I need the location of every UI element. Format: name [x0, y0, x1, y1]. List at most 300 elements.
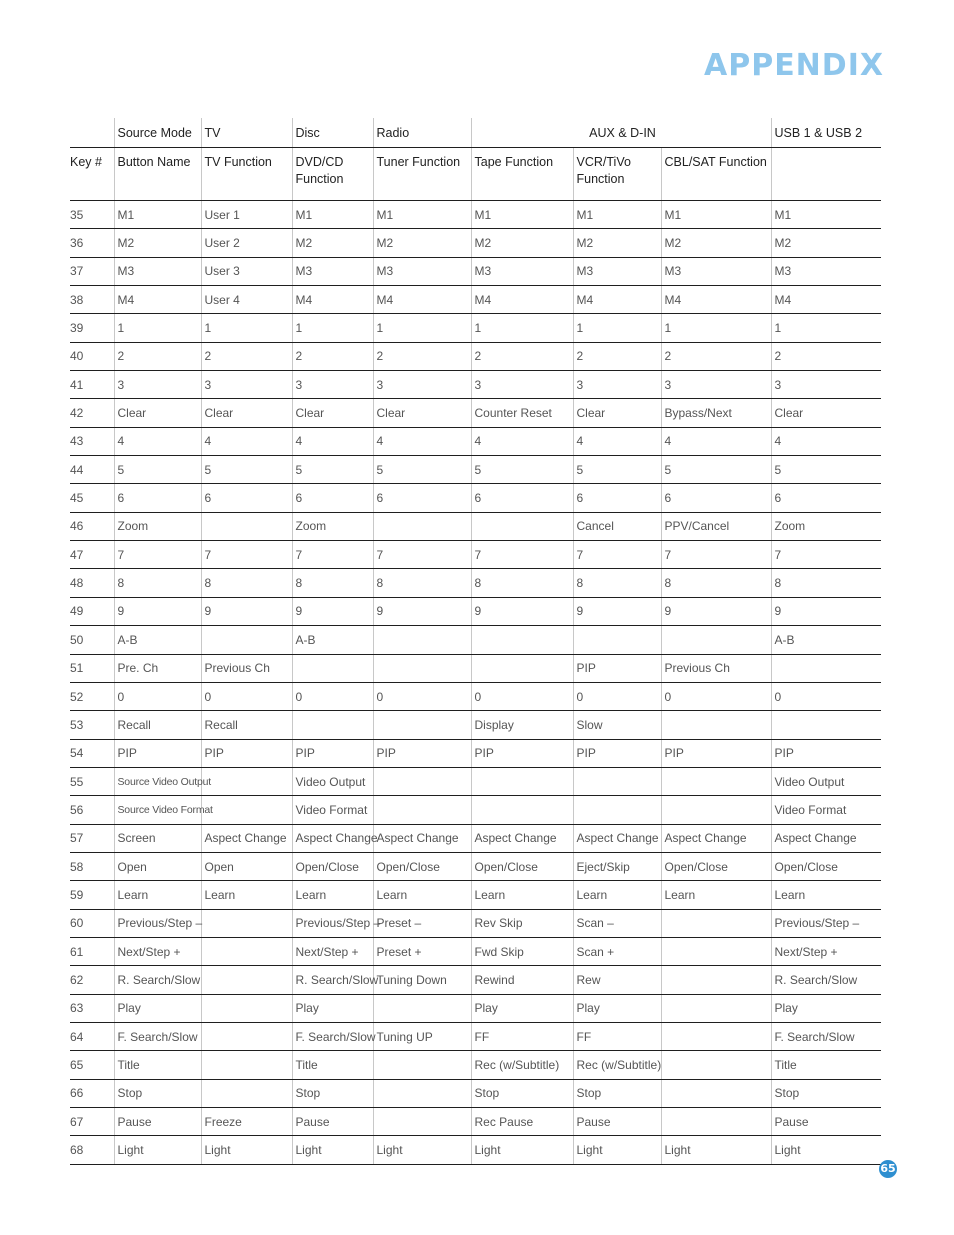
cell-button-name: Source Video Format [114, 796, 201, 824]
table-row [70, 286, 881, 314]
cell-usb: 8 [771, 569, 881, 597]
cell-vcr-tivo: Clear [573, 399, 661, 427]
cell-cbl-sat: M4 [661, 286, 771, 314]
cell-disc: Pause [292, 1108, 373, 1136]
header-radio: Radio [373, 118, 471, 148]
cell-vcr-tivo: 9 [573, 597, 661, 625]
cell-button-name: M2 [114, 229, 201, 257]
cell-radio: 7 [373, 541, 471, 569]
cell-usb: 0 [771, 682, 881, 710]
cell-usb: Clear [771, 399, 881, 427]
cell-vcr-tivo: Cancel [573, 512, 661, 540]
cell-usb: 3 [771, 371, 881, 399]
cell-button-name: Screen [114, 824, 201, 852]
cell-tv: User 3 [201, 257, 292, 285]
cell-vcr-tivo: 8 [573, 569, 661, 597]
cell-disc: 3 [292, 371, 373, 399]
cell-tape: 1 [471, 314, 573, 342]
cell-disc: Video Format [292, 796, 373, 824]
cell-button-name: 4 [114, 427, 201, 455]
cell-tv: 2 [201, 342, 292, 370]
table-row [70, 824, 881, 852]
cell-cbl-sat [661, 767, 771, 795]
cell-usb [771, 711, 881, 739]
cell-key: 46 [70, 512, 114, 540]
cell-tv: Learn [201, 881, 292, 909]
cell-key: 45 [70, 484, 114, 512]
cell-vcr-tivo [573, 626, 661, 654]
cell-tv: User 2 [201, 229, 292, 257]
table-row [70, 1022, 881, 1050]
cell-key: 39 [70, 314, 114, 342]
cell-tape: Rev Skip [471, 909, 573, 937]
cell-disc: Clear [292, 399, 373, 427]
cell-tape: M4 [471, 286, 573, 314]
cell-button-name: Open [114, 852, 201, 880]
cell-tv [201, 966, 292, 994]
cell-cbl-sat: 3 [661, 371, 771, 399]
cell-disc: 6 [292, 484, 373, 512]
cell-tv: PIP [201, 739, 292, 767]
cell-tape: Rec Pause [471, 1108, 573, 1136]
cell-disc: Previous/Step – [292, 909, 373, 937]
cell-vcr-tivo: Eject/Skip [573, 852, 661, 880]
cell-cbl-sat: Previous Ch [661, 654, 771, 682]
cell-button-name: Next/Step + [114, 937, 201, 965]
header-key-number: Key # [70, 148, 114, 201]
cell-usb: Learn [771, 881, 881, 909]
cell-tv: 3 [201, 371, 292, 399]
cell-cbl-sat: 1 [661, 314, 771, 342]
cell-tape: 5 [471, 456, 573, 484]
cell-usb: PIP [771, 739, 881, 767]
cell-cbl-sat: 2 [661, 342, 771, 370]
table-row [70, 1079, 881, 1107]
cell-key: 59 [70, 881, 114, 909]
cell-radio [373, 796, 471, 824]
cell-tape: M2 [471, 229, 573, 257]
cell-disc: Learn [292, 881, 373, 909]
cell-cbl-sat [661, 626, 771, 654]
cell-radio [373, 512, 471, 540]
cell-cbl-sat [661, 796, 771, 824]
cell-tape: Stop [471, 1079, 573, 1107]
cell-usb: 1 [771, 314, 881, 342]
cell-button-name: M1 [114, 201, 201, 229]
cell-usb: Light [771, 1136, 881, 1164]
cell-disc: Stop [292, 1079, 373, 1107]
cell-tape: Learn [471, 881, 573, 909]
cell-key: 58 [70, 852, 114, 880]
table-row [70, 569, 881, 597]
header-button-name: Button Name [114, 148, 201, 201]
cell-radio: 6 [373, 484, 471, 512]
cell-disc: 7 [292, 541, 373, 569]
cell-key: 57 [70, 824, 114, 852]
cell-usb: 7 [771, 541, 881, 569]
cell-tv: 8 [201, 569, 292, 597]
cell-disc: 1 [292, 314, 373, 342]
cell-button-name: Zoom [114, 512, 201, 540]
cell-button-name: 2 [114, 342, 201, 370]
cell-vcr-tivo: PIP [573, 739, 661, 767]
cell-key: 37 [70, 257, 114, 285]
cell-tv [201, 937, 292, 965]
cell-tape: Light [471, 1136, 573, 1164]
header-tv-function: TV Function [201, 148, 292, 201]
cell-key: 68 [70, 1136, 114, 1164]
cell-radio: Preset – [373, 909, 471, 937]
cell-disc: Next/Step + [292, 937, 373, 965]
cell-radio: Clear [373, 399, 471, 427]
cell-cbl-sat: 6 [661, 484, 771, 512]
cell-cbl-sat: 4 [661, 427, 771, 455]
cell-tape [471, 796, 573, 824]
cell-disc: 9 [292, 597, 373, 625]
cell-usb: Video Output [771, 767, 881, 795]
cell-button-name: Learn [114, 881, 201, 909]
cell-disc: 4 [292, 427, 373, 455]
cell-radio: M3 [373, 257, 471, 285]
cell-button-name: Recall [114, 711, 201, 739]
cell-tv [201, 1022, 292, 1050]
cell-key: 64 [70, 1022, 114, 1050]
cell-button-name: F. Search/Slow [114, 1022, 201, 1050]
cell-tape: Open/Close [471, 852, 573, 880]
cell-cbl-sat: M1 [661, 201, 771, 229]
table-row [70, 1136, 881, 1164]
cell-vcr-tivo [573, 767, 661, 795]
cell-tv [201, 512, 292, 540]
table-row [70, 257, 881, 285]
cell-cbl-sat: 7 [661, 541, 771, 569]
cell-tape: 0 [471, 682, 573, 710]
cell-tv: Light [201, 1136, 292, 1164]
cell-disc: A-B [292, 626, 373, 654]
cell-tape: Counter Reset [471, 399, 573, 427]
cell-button-name: R. Search/Slow [114, 966, 201, 994]
cell-tape: Play [471, 994, 573, 1022]
cell-usb: Next/Step + [771, 937, 881, 965]
cell-button-name: Source Video Output [114, 767, 201, 795]
cell-tv: User 4 [201, 286, 292, 314]
cell-vcr-tivo: Pause [573, 1108, 661, 1136]
cell-disc: Title [292, 1051, 373, 1079]
cell-button-name: Title [114, 1051, 201, 1079]
cell-vcr-tivo [573, 796, 661, 824]
cell-tv: 0 [201, 682, 292, 710]
cell-cbl-sat [661, 711, 771, 739]
cell-radio: 0 [373, 682, 471, 710]
cell-tape: Fwd Skip [471, 937, 573, 965]
cell-vcr-tivo: Learn [573, 881, 661, 909]
cell-radio [373, 711, 471, 739]
cell-radio [373, 1108, 471, 1136]
cell-tv: 4 [201, 427, 292, 455]
cell-tv [201, 1079, 292, 1107]
cell-tv: Recall [201, 711, 292, 739]
cell-key: 54 [70, 739, 114, 767]
cell-usb: M1 [771, 201, 881, 229]
header-key-blank [70, 118, 114, 148]
cell-vcr-tivo: 4 [573, 427, 661, 455]
table-row [70, 456, 881, 484]
cell-tv: 7 [201, 541, 292, 569]
cell-key: 56 [70, 796, 114, 824]
cell-radio: 5 [373, 456, 471, 484]
cell-radio: 1 [373, 314, 471, 342]
cell-disc: Aspect Change [292, 824, 373, 852]
cell-key: 62 [70, 966, 114, 994]
cell-tape: 8 [471, 569, 573, 597]
cell-cbl-sat: M3 [661, 257, 771, 285]
cell-vcr-tivo: M3 [573, 257, 661, 285]
table-row [70, 484, 881, 512]
cell-button-name: A-B [114, 626, 201, 654]
cell-radio: Aspect Change [373, 824, 471, 852]
cell-button-name: 9 [114, 597, 201, 625]
cell-key: 47 [70, 541, 114, 569]
cell-vcr-tivo: M4 [573, 286, 661, 314]
table-row [70, 371, 881, 399]
cell-button-name: 7 [114, 541, 201, 569]
cell-tape [471, 512, 573, 540]
cell-vcr-tivo: Rec (w/Subtitle) [573, 1051, 661, 1079]
cell-radio: Open/Close [373, 852, 471, 880]
cell-key: 67 [70, 1108, 114, 1136]
cell-button-name: Previous/Step – [114, 909, 201, 937]
cell-tv [201, 626, 292, 654]
cell-tape [471, 626, 573, 654]
cell-cbl-sat [661, 1022, 771, 1050]
cell-usb: 6 [771, 484, 881, 512]
table-row [70, 881, 881, 909]
header-usb: USB 1 & USB 2 [771, 118, 881, 148]
cell-tv: Freeze [201, 1108, 292, 1136]
cell-radio [373, 654, 471, 682]
cell-tape: 6 [471, 484, 573, 512]
cell-disc: M4 [292, 286, 373, 314]
cell-radio: PIP [373, 739, 471, 767]
cell-cbl-sat: M2 [661, 229, 771, 257]
cell-disc: R. Search/Slow [292, 966, 373, 994]
cell-key: 44 [70, 456, 114, 484]
cell-radio [373, 1051, 471, 1079]
cell-button-name: 3 [114, 371, 201, 399]
cell-tv: Open [201, 852, 292, 880]
cell-key: 49 [70, 597, 114, 625]
cell-vcr-tivo: 5 [573, 456, 661, 484]
cell-radio: 8 [373, 569, 471, 597]
cell-cbl-sat: 8 [661, 569, 771, 597]
cell-tape: M3 [471, 257, 573, 285]
cell-radio [373, 1079, 471, 1107]
cell-vcr-tivo: 2 [573, 342, 661, 370]
cell-button-name: Stop [114, 1079, 201, 1107]
cell-key: 51 [70, 654, 114, 682]
cell-usb: M2 [771, 229, 881, 257]
table-row [70, 229, 881, 257]
cell-cbl-sat [661, 937, 771, 965]
cell-radio: M1 [373, 201, 471, 229]
cell-cbl-sat: PPV/Cancel [661, 512, 771, 540]
cell-cbl-sat: 9 [661, 597, 771, 625]
cell-key: 61 [70, 937, 114, 965]
cell-radio: M4 [373, 286, 471, 314]
cell-disc: PIP [292, 739, 373, 767]
table-row [70, 626, 881, 654]
cell-vcr-tivo: Scan – [573, 909, 661, 937]
table-row [70, 314, 881, 342]
table-row [70, 399, 881, 427]
cell-button-name: Play [114, 994, 201, 1022]
remote-function-table [70, 118, 881, 1165]
cell-tv [201, 1051, 292, 1079]
cell-button-name: 8 [114, 569, 201, 597]
cell-tv: Previous Ch [201, 654, 292, 682]
cell-radio [373, 994, 471, 1022]
cell-vcr-tivo: Rew [573, 966, 661, 994]
table-row [70, 711, 881, 739]
cell-vcr-tivo: Scan + [573, 937, 661, 965]
table-row [70, 342, 881, 370]
header-source-mode: Source Mode [114, 118, 201, 148]
cell-disc: F. Search/Slow [292, 1022, 373, 1050]
table-row [70, 767, 881, 795]
cell-tv: 5 [201, 456, 292, 484]
cell-usb [771, 654, 881, 682]
cell-tape: 7 [471, 541, 573, 569]
cell-usb: 2 [771, 342, 881, 370]
cell-radio: Preset + [373, 937, 471, 965]
cell-key: 66 [70, 1079, 114, 1107]
header-disc: Disc [292, 118, 373, 148]
cell-tape [471, 654, 573, 682]
cell-disc: Zoom [292, 512, 373, 540]
table-row [70, 739, 881, 767]
cell-vcr-tivo: M2 [573, 229, 661, 257]
cell-cbl-sat: Learn [661, 881, 771, 909]
cell-usb: 4 [771, 427, 881, 455]
cell-button-name: 6 [114, 484, 201, 512]
page-title: APPENDIX [704, 48, 884, 83]
cell-disc: 0 [292, 682, 373, 710]
cell-cbl-sat: Open/Close [661, 852, 771, 880]
cell-tape [471, 767, 573, 795]
table-row [70, 966, 881, 994]
cell-usb: M4 [771, 286, 881, 314]
header-usb-function [771, 148, 881, 201]
cell-tape: PIP [471, 739, 573, 767]
cell-vcr-tivo: 0 [573, 682, 661, 710]
cell-tv: Aspect Change [201, 824, 292, 852]
cell-usb: A-B [771, 626, 881, 654]
cell-disc: Play [292, 994, 373, 1022]
cell-cbl-sat [661, 1108, 771, 1136]
table-row [70, 427, 881, 455]
cell-vcr-tivo: Slow [573, 711, 661, 739]
cell-button-name: 0 [114, 682, 201, 710]
cell-disc: 5 [292, 456, 373, 484]
cell-disc: M2 [292, 229, 373, 257]
cell-radio: 4 [373, 427, 471, 455]
cell-tv [201, 767, 292, 795]
cell-cbl-sat: 0 [661, 682, 771, 710]
cell-usb: F. Search/Slow [771, 1022, 881, 1050]
table-row [70, 682, 881, 710]
cell-disc: M1 [292, 201, 373, 229]
table-row [70, 937, 881, 965]
cell-tape: 3 [471, 371, 573, 399]
cell-radio: 3 [373, 371, 471, 399]
table-row [70, 1108, 881, 1136]
cell-key: 55 [70, 767, 114, 795]
cell-tv: 9 [201, 597, 292, 625]
cell-key: 41 [70, 371, 114, 399]
cell-button-name: Clear [114, 399, 201, 427]
cell-usb: 9 [771, 597, 881, 625]
table-row [70, 541, 881, 569]
cell-radio: 9 [373, 597, 471, 625]
table-row [70, 201, 881, 229]
cell-usb: Video Format [771, 796, 881, 824]
header-aux-din: AUX & D-IN [471, 118, 771, 148]
cell-usb: Open/Close [771, 852, 881, 880]
cell-disc [292, 654, 373, 682]
table-row [70, 909, 881, 937]
cell-vcr-tivo: 6 [573, 484, 661, 512]
cell-button-name: 1 [114, 314, 201, 342]
cell-button-name: PIP [114, 739, 201, 767]
header-tuner-function: Tuner Function [373, 148, 471, 201]
cell-vcr-tivo: PIP [573, 654, 661, 682]
cell-button-name: Pause [114, 1108, 201, 1136]
cell-usb: Pause [771, 1108, 881, 1136]
cell-button-name: Pre. Ch [114, 654, 201, 682]
cell-disc: Light [292, 1136, 373, 1164]
table-row [70, 994, 881, 1022]
cell-vcr-tivo: M1 [573, 201, 661, 229]
cell-tv: User 1 [201, 201, 292, 229]
cell-tv [201, 994, 292, 1022]
cell-cbl-sat [661, 1079, 771, 1107]
cell-usb: Title [771, 1051, 881, 1079]
cell-radio: Learn [373, 881, 471, 909]
cell-button-name: Light [114, 1136, 201, 1164]
cell-tape: FF [471, 1022, 573, 1050]
table-row [70, 512, 881, 540]
cell-usb: Previous/Step – [771, 909, 881, 937]
header-tape-function: Tape Function [471, 148, 573, 201]
cell-key: 60 [70, 909, 114, 937]
cell-radio: Tuning Down [373, 966, 471, 994]
cell-tape: Rec (w/Subtitle) [471, 1051, 573, 1079]
cell-key: 43 [70, 427, 114, 455]
cell-key: 36 [70, 229, 114, 257]
cell-button-name: M4 [114, 286, 201, 314]
cell-tape: Rewind [471, 966, 573, 994]
cell-vcr-tivo: Light [573, 1136, 661, 1164]
cell-tape: M1 [471, 201, 573, 229]
cell-tape: 9 [471, 597, 573, 625]
cell-radio: 2 [373, 342, 471, 370]
cell-radio [373, 626, 471, 654]
cell-key: 53 [70, 711, 114, 739]
header-vcr-tivo-function: VCR/TiVo Function [573, 148, 661, 201]
cell-key: 40 [70, 342, 114, 370]
cell-key: 50 [70, 626, 114, 654]
header-tv: TV [201, 118, 292, 148]
